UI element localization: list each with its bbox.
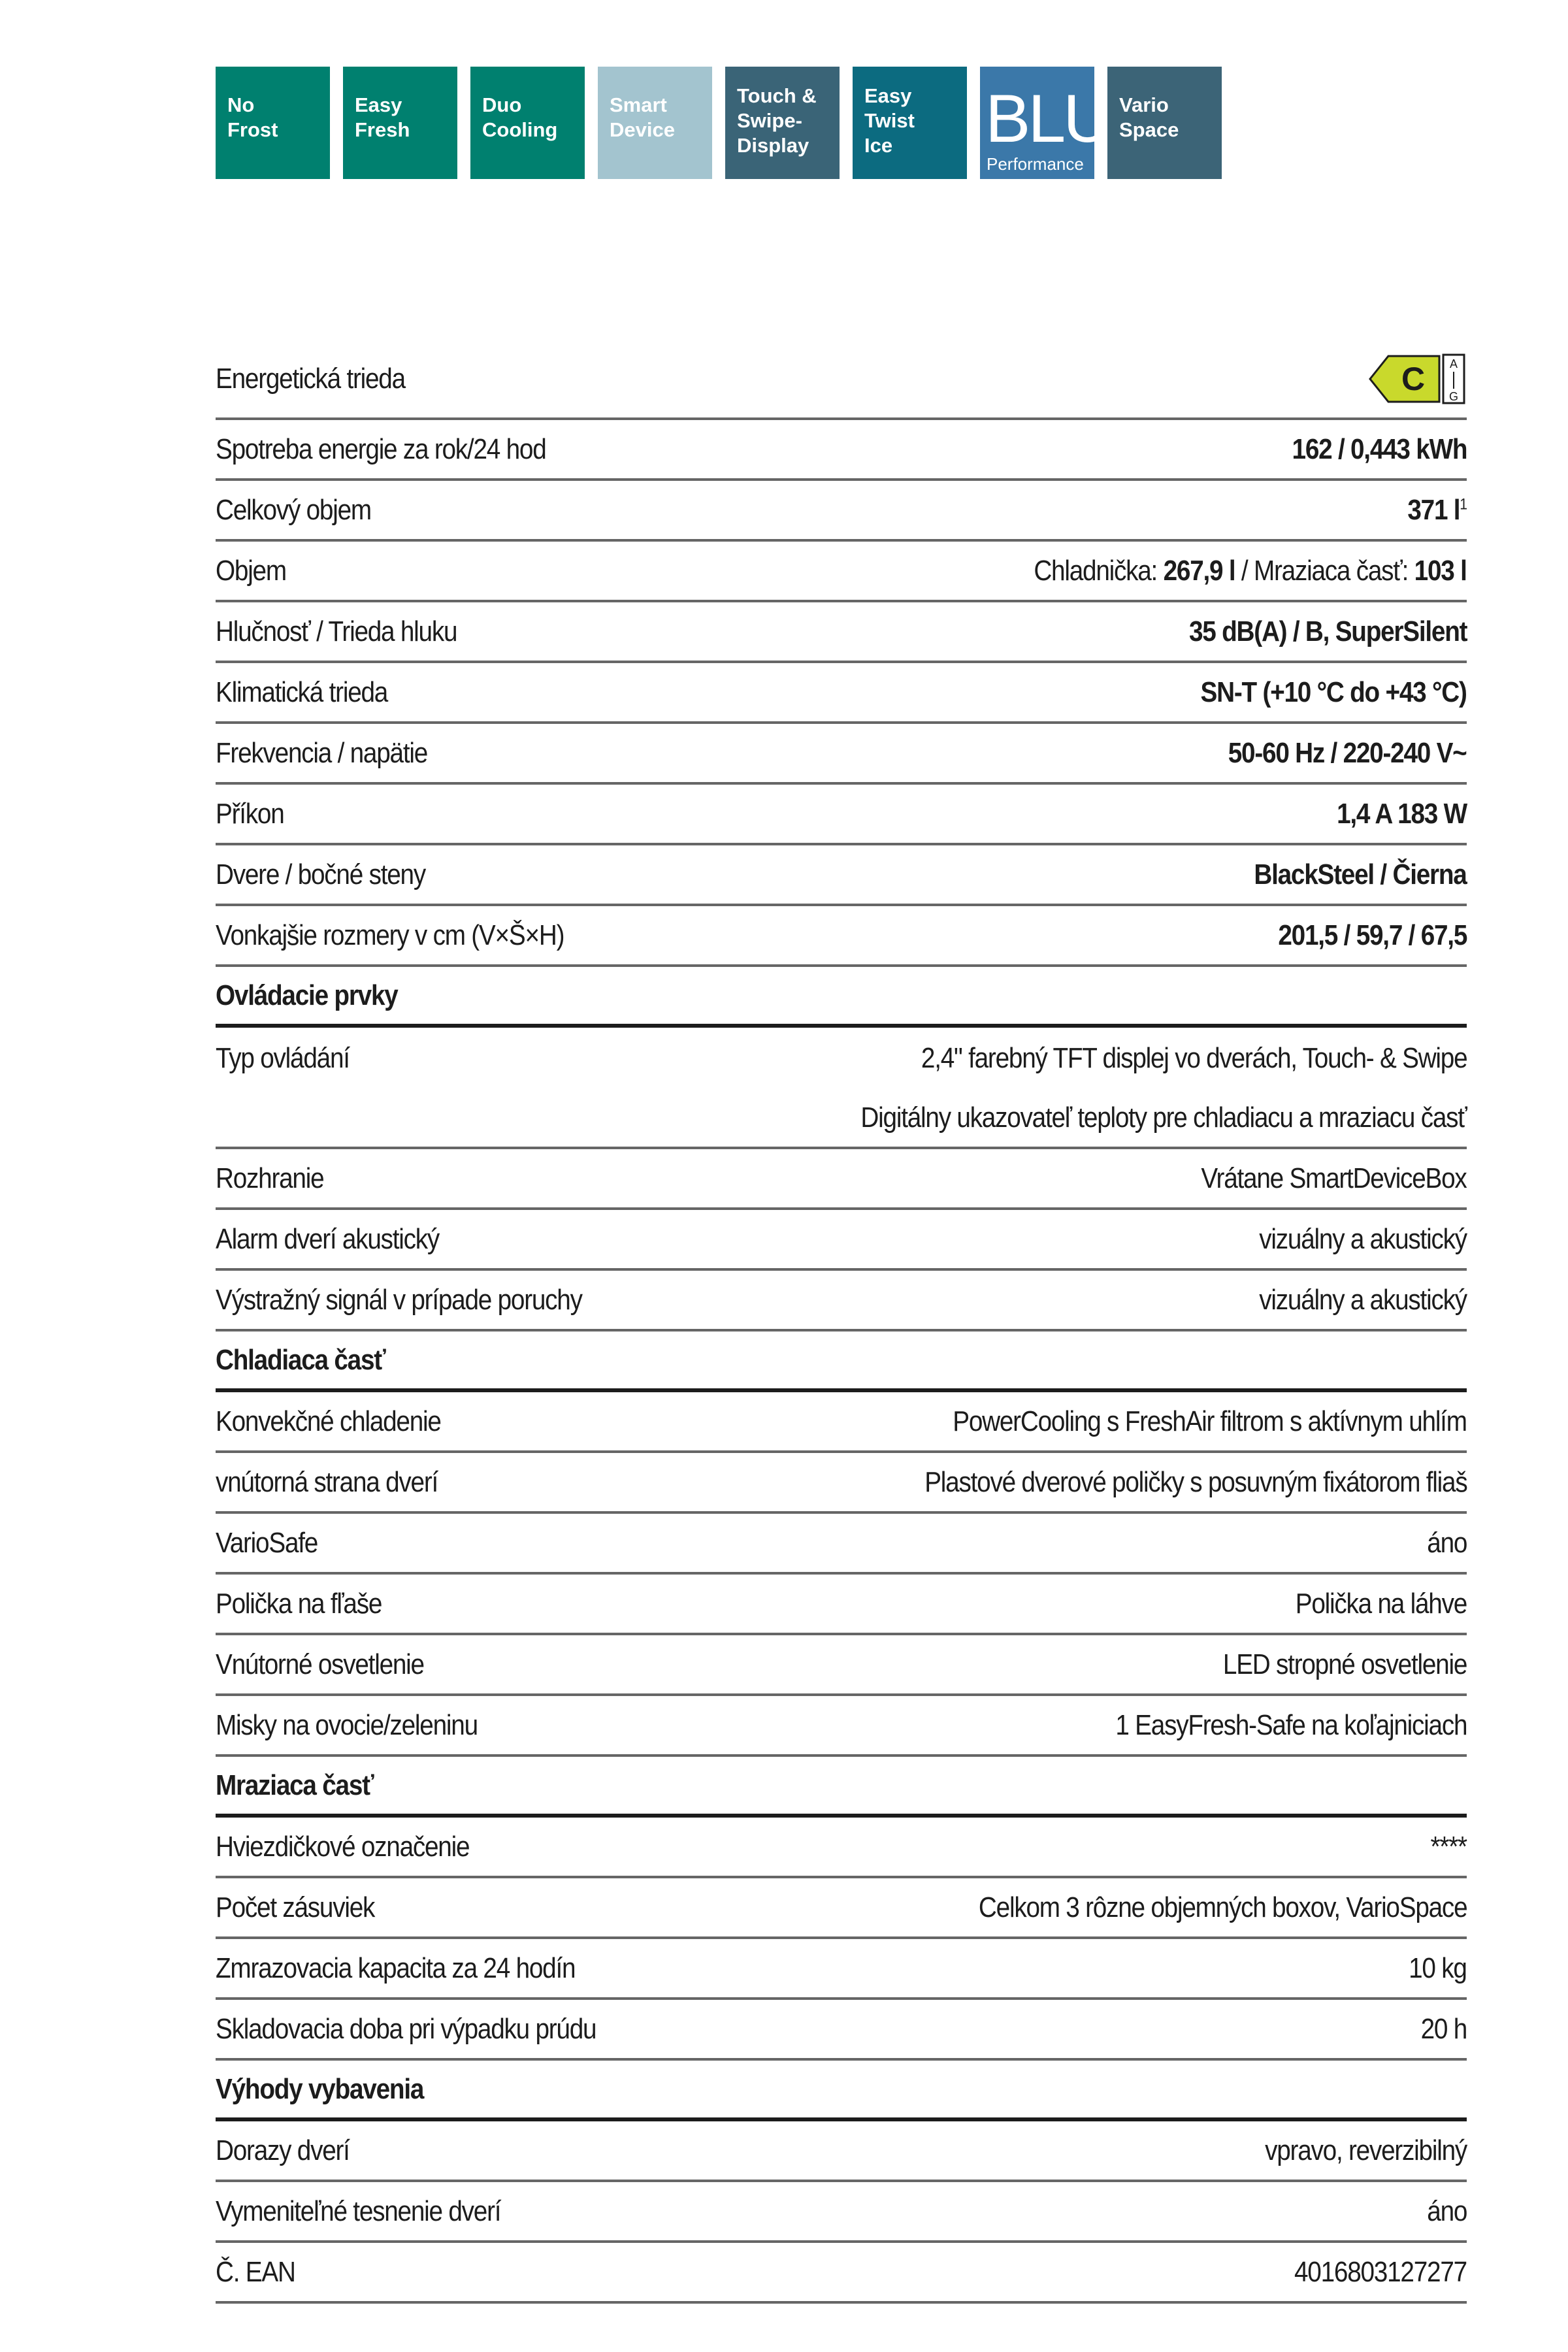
badge-vario-space: Vario Space: [1107, 67, 1222, 179]
section-title: Mraziaca časť: [216, 1769, 374, 1801]
spec-row-stars: [216, 1818, 1467, 1878]
spec-row-interface: [216, 1149, 1467, 1210]
spec-value: Plastové dverové poličky s posuvným fixátorom fliaš: [924, 1465, 1467, 1498]
spec-label: Hlučnosť / Trieda hluku: [216, 615, 457, 647]
spec-value: 162 / 0,443 kWh: [1292, 433, 1467, 465]
spec-value: [1408, 494, 1467, 527]
volume-separator: /: [1235, 554, 1254, 587]
spec-row-lighting: [216, 1635, 1467, 1696]
spec-value: 10 kg: [1409, 1952, 1467, 1984]
spec-row-frequency: [216, 724, 1467, 785]
fridge-volume-label: Chladnička:: [1034, 554, 1158, 587]
spec-row-drawers: [216, 1878, 1467, 1939]
spec-row-noise: [216, 602, 1467, 663]
section-heading-freezer: [216, 1757, 1467, 1818]
energy-label-icon: [1369, 352, 1467, 406]
spec-row-door-seal: [216, 2182, 1467, 2243]
spec-label: VarioSafe: [216, 1526, 318, 1559]
spec-row-dimensions: [216, 906, 1467, 967]
spec-label: Dorazy dverí: [216, 2134, 350, 2166]
spec-row-doors: [216, 845, 1467, 906]
spec-value: 1 EasyFresh-Safe na koľajniciach: [1115, 1708, 1467, 1741]
spec-row-consumption: [216, 420, 1467, 481]
badge-no-frost: No Frost: [216, 67, 330, 179]
energy-scale-bottom: G: [1448, 389, 1459, 403]
spec-value: LED stropné osvetlenie: [1222, 1648, 1467, 1680]
spec-value: 201,5 / 59,7 / 67,5: [1278, 919, 1467, 951]
spec-row-door-alarm: [216, 1210, 1467, 1271]
footnote-mark: 1: [1460, 495, 1467, 513]
energy-class-label: Energetická trieda: [216, 362, 405, 395]
spec-row-climate: [216, 663, 1467, 724]
spec-value: Vrátane SmartDeviceBox: [1201, 1162, 1467, 1194]
spec-label: Klimatická trieda: [216, 676, 388, 708]
spec-label: Hviezdičkové označenie: [216, 1830, 470, 1863]
spec-row-control-type-cont: [216, 1088, 1467, 1149]
spec-label: Typ ovládání: [216, 1041, 350, 1074]
spec-row-storage-time: [216, 2000, 1467, 2061]
spec-row-crisper: [216, 1696, 1467, 1757]
badge-duo-cooling: Duo Cooling: [470, 67, 585, 179]
spec-label: Vonkajšie rozmery v cm (V×Š×H): [216, 919, 564, 951]
spec-row-door-inside: [216, 1453, 1467, 1514]
spec-label: Rozhranie: [216, 1162, 324, 1194]
spec-value: [1034, 555, 1467, 587]
spec-row-ean: [216, 2243, 1467, 2304]
spec-label: Počet zásuviek: [216, 1891, 375, 1923]
spec-label: Skladovacia doba pri výpadku prúdu: [216, 2012, 596, 2045]
freezer-volume-value: 103 l: [1414, 554, 1467, 587]
spec-value: vpravo, reverzibilný: [1265, 2134, 1467, 2166]
spec-value: 2,4" farebný TFT displej vo dverách, Touch- & Swipe: [921, 1041, 1467, 1074]
spec-value: vizuálny a akustický: [1259, 1283, 1467, 1316]
fridge-volume-value: 267,9 l: [1164, 554, 1235, 587]
spec-label: Celkový objem: [216, 493, 371, 526]
spec-label: Misky na ovocie/zeleninu: [216, 1708, 478, 1741]
spec-label: Frekvencia / napätie: [216, 736, 428, 769]
spec-value: ****: [1430, 1830, 1467, 1863]
spec-table: [216, 340, 1467, 2304]
badge-smart-device: Smart Device: [598, 67, 712, 179]
badge-blu-performance: [980, 67, 1110, 179]
spec-label: Zmrazovacia kapacita za 24 hodín: [216, 1952, 576, 1984]
badge-touch-swipe-display: Touch & Swipe- Display: [725, 67, 840, 179]
section-title: Výhody vybavenia: [216, 2072, 424, 2105]
section-heading-fridge: [216, 1331, 1467, 1392]
spec-label: Vymeniteľné tesnenie dverí: [216, 2195, 501, 2227]
spec-value: Polička na láhve: [1295, 1587, 1467, 1620]
spec-row-fault-alarm: [216, 1271, 1467, 1331]
spec-row-volume: [216, 542, 1467, 602]
spec-row-convection: [216, 1392, 1467, 1453]
spec-label: Příkon: [216, 797, 284, 830]
badge-easy-twist-ice: Easy Twist Ice: [853, 67, 967, 179]
total-volume-value: 371 l: [1407, 493, 1460, 526]
spec-value: 1,4 A 183 W: [1337, 797, 1467, 830]
spec-row-power: [216, 785, 1467, 845]
energy-scale-top: A: [1449, 357, 1458, 370]
spec-row-freeze-capacity: [216, 1939, 1467, 2000]
section-title: Chladiaca časť: [216, 1343, 385, 1376]
blu-logo-text: BLU: [985, 81, 1110, 157]
spec-value: Celkom 3 rôzne objemných boxov, VarioSpace: [978, 1891, 1467, 1923]
blu-logo-subtext: Performance: [987, 154, 1084, 174]
spec-label: Konvekčné chladenie: [216, 1405, 441, 1437]
spec-label: Alarm dverí akustický: [216, 1222, 440, 1255]
feature-badges: [216, 67, 1222, 179]
spec-value: 35 dB(A) / B, SuperSilent: [1188, 615, 1467, 647]
spec-row-control-type: [216, 1028, 1467, 1088]
spec-value: SN-T (+10 °C do +43 °C): [1200, 676, 1467, 708]
spec-label: Polička na fľaše: [216, 1587, 382, 1620]
spec-row-door-hinge: [216, 2121, 1467, 2182]
spec-row-bottle-shelf: [216, 1575, 1467, 1635]
spec-row-variosafe: [216, 1514, 1467, 1575]
spec-value: áno: [1427, 1526, 1467, 1559]
spec-label: Spotreba energie za rok/24 hod: [216, 433, 546, 465]
section-heading-controls: [216, 967, 1467, 1028]
spec-label: Č. EAN: [216, 2255, 295, 2288]
spec-label: Výstražný signál v prípade poruchy: [216, 1283, 582, 1316]
freezer-volume-label: Mraziaca časť:: [1254, 554, 1409, 587]
spec-value: 20 h: [1420, 2012, 1467, 2045]
energy-class-row: [216, 340, 1467, 420]
spec-value: Digitálny ukazovateľ teploty pre chladiacu a mraziacu časť: [860, 1101, 1467, 1134]
spec-row-total-volume: [216, 481, 1467, 542]
spec-label: Objem: [216, 554, 286, 587]
spec-label: vnútorná strana dverí: [216, 1465, 438, 1498]
energy-class-arrow-icon: [1369, 352, 1467, 406]
spec-label: Dvere / bočné steny: [216, 858, 425, 890]
spec-value: áno: [1427, 2195, 1467, 2227]
section-heading-benefits: [216, 2061, 1467, 2121]
spec-label: Vnútorné osvetlenie: [216, 1648, 424, 1680]
spec-value: BlackSteel / Čierna: [1254, 858, 1467, 890]
section-title: Ovládacie prvky: [216, 979, 398, 1011]
spec-value: PowerCooling s FreshAir filtrom s aktívnym uhlím: [953, 1405, 1467, 1437]
badge-easy-fresh: Easy Fresh: [343, 67, 457, 179]
spec-value: 4016803127277: [1294, 2255, 1467, 2288]
spec-value: 50-60 Hz / 220-240 V~: [1228, 736, 1467, 769]
energy-class-letter: C: [1401, 360, 1426, 397]
spec-value: vizuálny a akustický: [1259, 1222, 1467, 1255]
